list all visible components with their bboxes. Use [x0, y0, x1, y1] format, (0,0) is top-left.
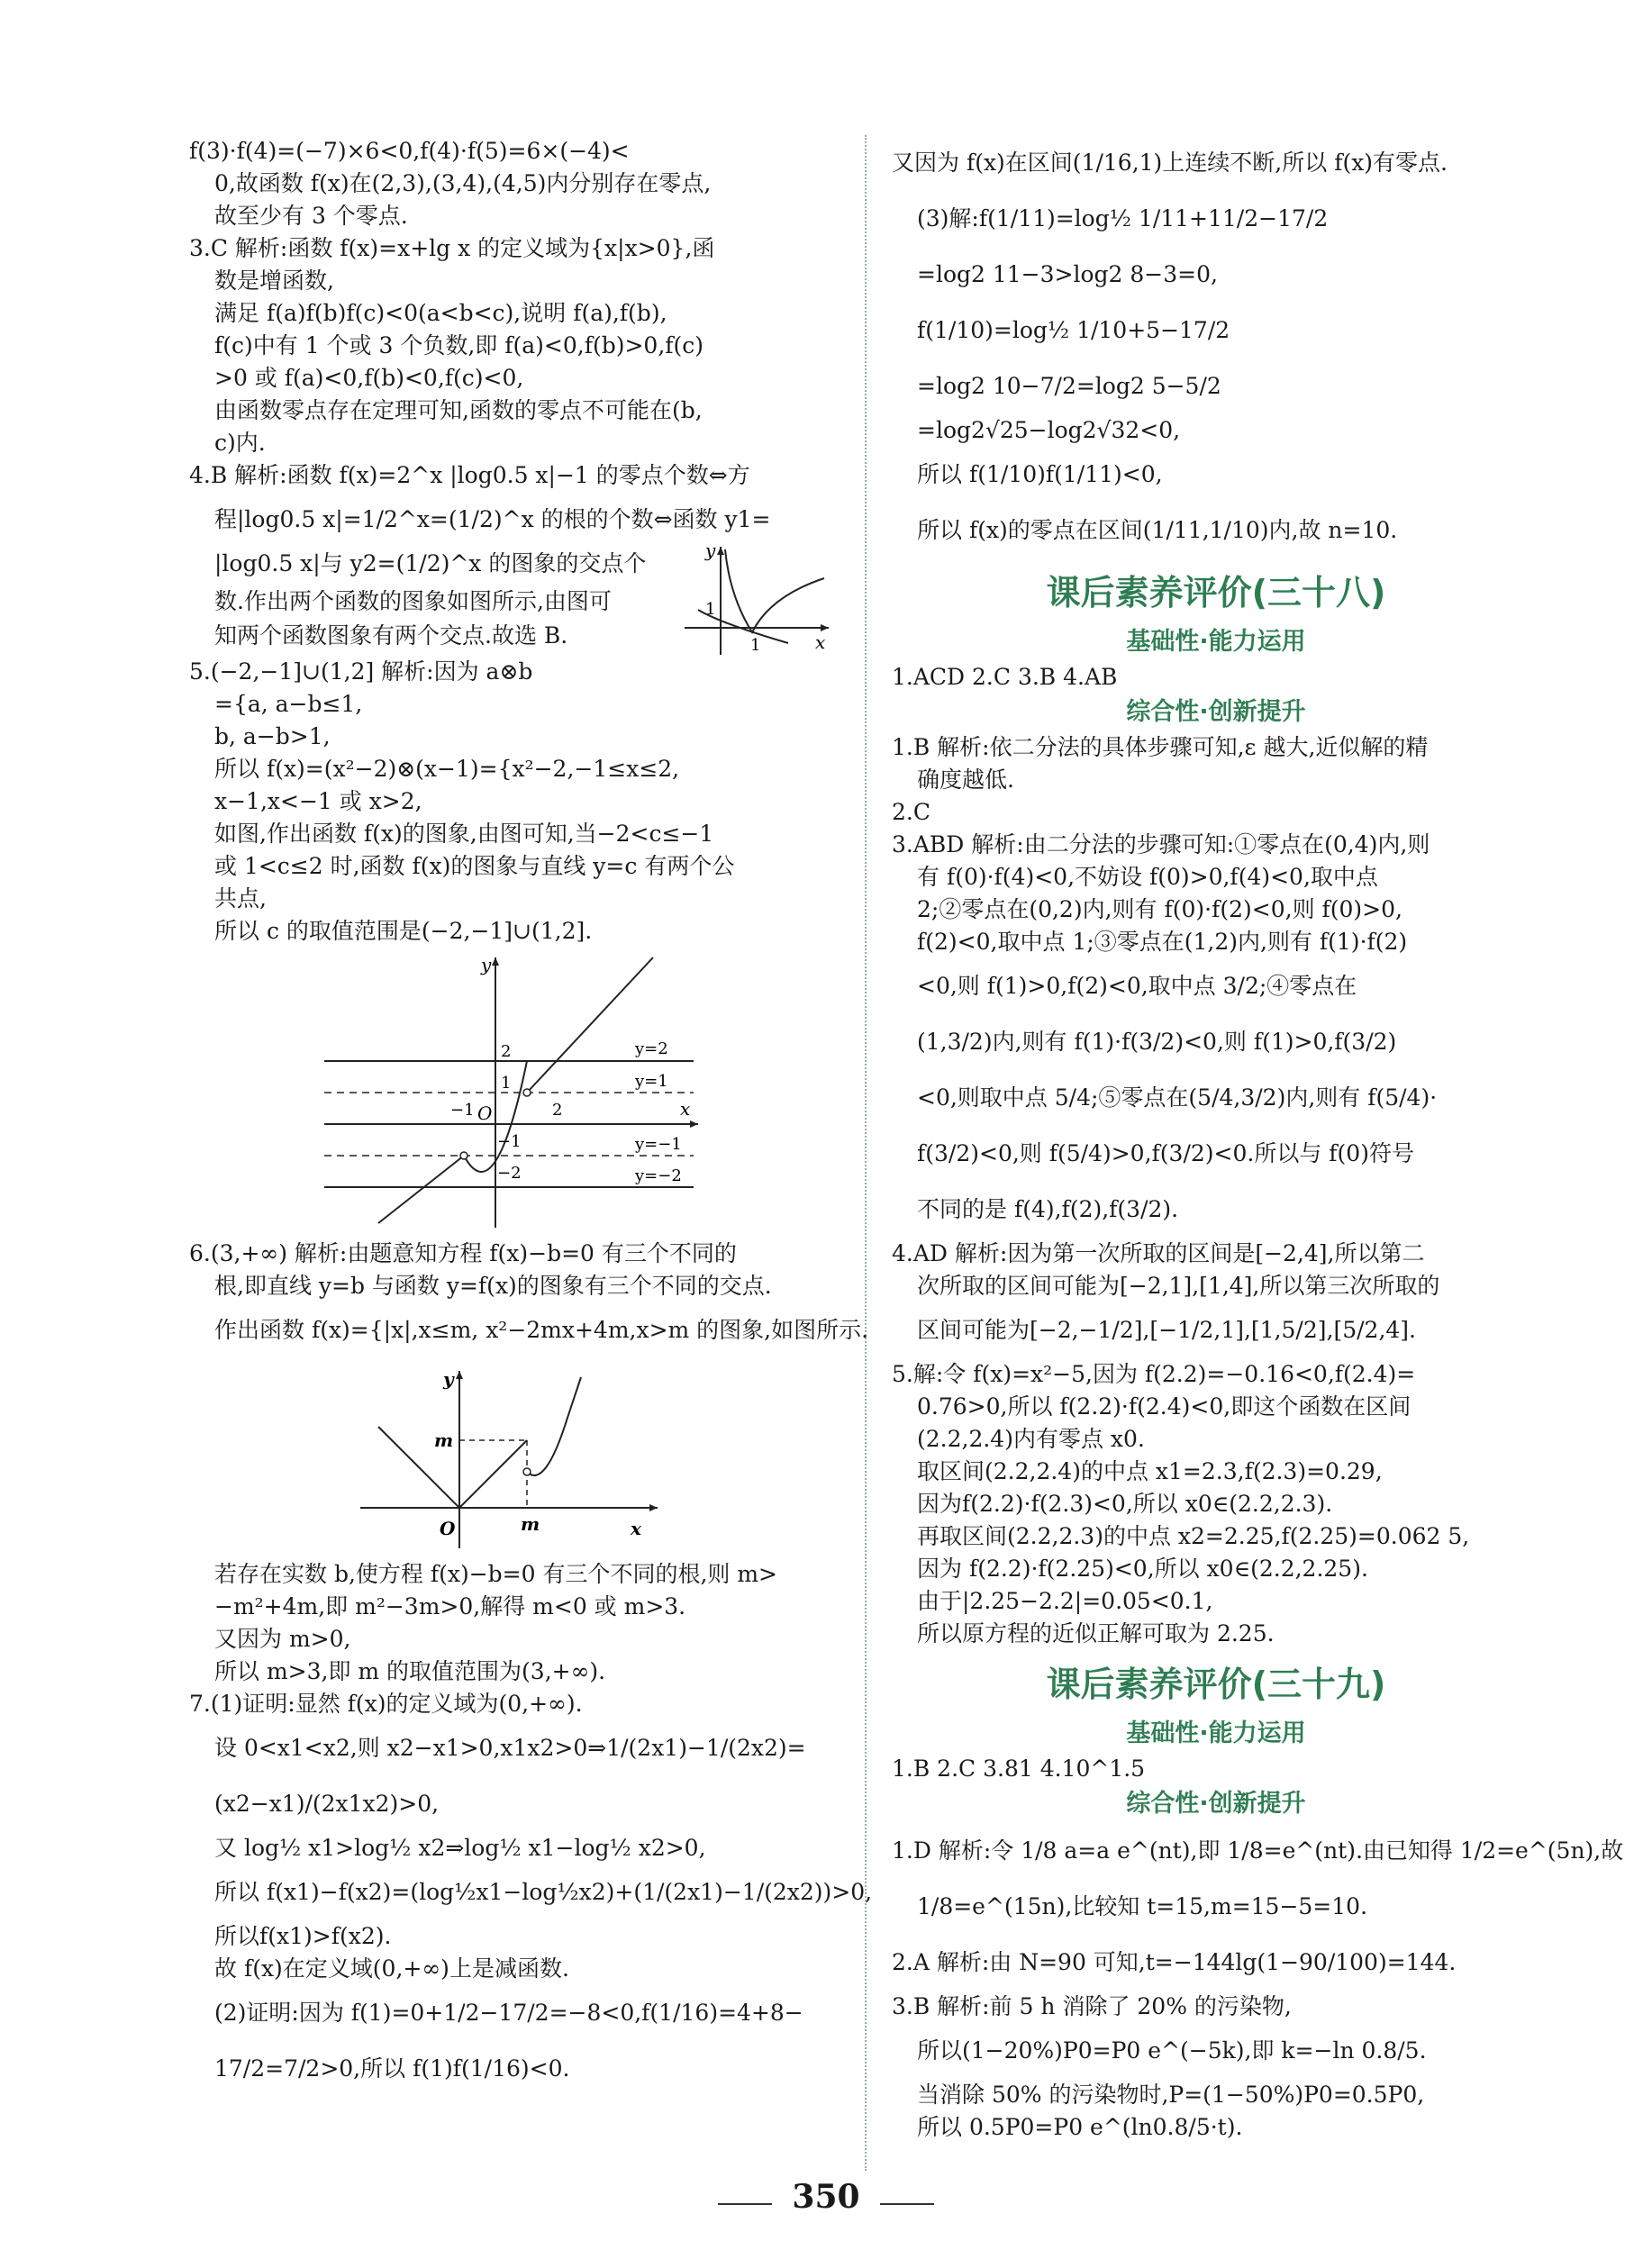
y-axis-label: y	[481, 954, 492, 975]
text-line: 当消除 50% 的污染物时,P=(1−50%)P0=0.5P0,	[917, 2082, 1425, 2108]
text-line: 数是增函数,	[214, 268, 334, 294]
answer-4-figure-block	[189, 542, 838, 656]
text-line: 共点,	[214, 885, 267, 912]
text-line: 如图,作出函数 f(x)的图象,由图可知,当−2<c≤−1	[214, 821, 714, 847]
right-column	[892, 135, 1624, 2144]
answer-5: 5.(−2,−1]∪(1,2] 解析:因为 a⊗b	[189, 658, 533, 685]
line-label: y=−2	[635, 1166, 682, 1185]
text-line: −m²+4m,即 m²−3m>0,解得 m<0 或 m>3.	[214, 1593, 686, 1619]
text-line: |log0.5 x|与 y2=(1/2)^x 的图象的交点个	[214, 550, 647, 576]
text-line: 区间可能为[−2,−1/2],[−1/2,1],[1,5/2],[5/2,4].	[917, 1317, 1417, 1343]
tick-label: m	[434, 1429, 454, 1451]
function-graph-4	[680, 542, 833, 659]
tick-label: m	[521, 1513, 540, 1535]
text-line: 作出函数 f(x)={|x|,x≤m, x²−2mx+4m,x>m 的图象,如图所示.	[214, 1317, 869, 1343]
tick-label: 2	[501, 1042, 512, 1061]
subsection-title: 综合性·创新提升	[1126, 698, 1306, 726]
text-line: 所以 m>3,即 m 的取值范围为(3,+∞).	[214, 1658, 606, 1684]
text-line: <0,则 f(1)>0,f(2)<0,取中点 3/2;④零点在	[917, 973, 1357, 999]
answer-7: 7.(1)证明:显然 f(x)的定义域为(0,+∞).	[189, 1691, 583, 1717]
text-line: 因为 f(2.2)·f(2.25)<0,所以 x0∈(2.2,2.25).	[917, 1556, 1368, 1582]
x-axis-label: x	[815, 631, 826, 653]
line-label: y=2	[635, 1039, 668, 1058]
origin-label: O	[477, 1102, 493, 1124]
text-line: 次所取的区间可能为[−2,1],[1,4],所以第三次所取的	[917, 1273, 1440, 1299]
text-line: c)内.	[214, 430, 266, 456]
answer-1: 1.B 解析:依二分法的具体步骤可知,ε 越大,近似解的精	[892, 734, 1429, 760]
text-line: 故至少有 3 个零点.	[214, 203, 408, 229]
text-line: 所以 0.5P0=P0 e^(ln0.8/5·t).	[917, 2114, 1243, 2140]
text-line: 有 f(0)·f(4)<0,不妨设 f(0)>0,f(4)<0,取中点	[917, 864, 1378, 890]
answer-key: 1.B 2.C 3.81 4.10^1.5	[892, 1755, 1146, 1782]
answer-4: 4.AD 解析:因为第一次所取的区间是[−2,4],所以第二	[892, 1240, 1425, 1266]
text-line: 所以 f(1/10)f(1/11)<0,	[917, 461, 1163, 487]
text-line: 所以 c 的取值范围是(−2,−1]∪(1,2].	[214, 918, 593, 944]
text-line: 再取区间(2.2,2.3)的中点 x2=2.25,f(2.25)=0.062 5,	[917, 1523, 1470, 1549]
text-line: 取区间(2.2,2.4)的中点 x1=2.3,f(2.3)=0.29,	[917, 1458, 1383, 1484]
text-line: 所以原方程的近似正解可取为 2.25.	[917, 1620, 1275, 1647]
y-axis-label: y	[443, 1368, 454, 1390]
answer-3: 3.B 解析:前 5 h 消除了 20% 的污染物,	[892, 1993, 1292, 2019]
footer-rule	[718, 2203, 772, 2205]
text-line: ={a, a−b≤1,	[214, 691, 363, 717]
section-title-39: 课后素养评价(三十九)	[1046, 1665, 1386, 1704]
text-line: 数.作出两个函数的图象如图所示,由图可	[214, 588, 612, 614]
text-line: =log2 11−3>log2 8−3=0,	[917, 261, 1218, 287]
text-line: 又因为 f(x)在区间(1/16,1)上连续不断,所以 f(x)有零点.	[892, 150, 1448, 176]
text-line: 或 1<c≤2 时,函数 f(x)的图象与直线 y=c 有两个公	[214, 853, 735, 879]
subsection-title: 基础性·能力运用	[1126, 1719, 1306, 1747]
text-line: (2)证明:因为 f(1)=0+1/2−17/2=−8<0,f(1/16)=4+8−	[214, 2000, 803, 2026]
answer-3: 3.ABD 解析:由二分法的步骤可知:①零点在(0,4)内,则	[892, 831, 1430, 857]
line-label: y=−1	[635, 1135, 682, 1154]
text-line: f(c)中有 1 个或 3 个负数,即 f(a)<0,f(b)>0,f(c)	[214, 332, 704, 358]
text-line: 又 log½ x1>log½ x2⇒log½ x1−log½ x2>0,	[214, 1835, 706, 1861]
text-line: f(1/10)=log½ 1/10+5−17/2	[917, 317, 1230, 343]
x-axis-label: x	[631, 1518, 641, 1539]
tick-label: 1	[705, 600, 716, 619]
line-label: y=1	[635, 1072, 668, 1091]
section-title-38: 课后素养评价(三十八)	[1046, 573, 1386, 612]
y-axis-label: y	[705, 542, 716, 561]
answer-3: 3.C 解析:函数 f(x)=x+lg x 的定义域为{x|x>0},函	[189, 235, 715, 261]
answer-key: 1.ACD 2.C 3.B 4.AB	[892, 664, 1118, 690]
answer-2: 2.A 解析:由 N=90 可知,t=−144lg(1−90/100)=144.	[892, 1949, 1457, 1975]
text-line: 不同的是 f(4),f(2),f(3/2).	[917, 1196, 1179, 1222]
answer-4: 4.B 解析:函数 f(x)=2^x |log0.5 x|−1 的零点个数⇔方	[189, 462, 750, 488]
text-line: 所以(1−20%)P0=P0 e^(−5k),即 k=−ln 0.8/5.	[917, 2037, 1427, 2064]
left-column	[189, 135, 873, 2097]
text-line: (1,3/2)内,则有 f(1)·f(3/2)<0,则 f(1)>0,f(3/2)	[917, 1029, 1397, 1055]
function-graph-6	[360, 1364, 667, 1553]
text-line: >0 或 f(a)<0,f(b)<0,f(c)<0,	[214, 365, 524, 391]
text-line: 确度越低.	[917, 767, 1014, 793]
text-line: 1/8=e^(15n),比较知 t=15,m=15−5=10.	[917, 1893, 1368, 1919]
text-line: 所以 f(x1)−f(x2)=(log½x1−log½x2)+(1/(2x1)−1/(2x2))>0,	[214, 1879, 873, 1905]
text-line: <0,则取中点 5/4;⑤零点在(5/4,3/2)内,则有 f(5/4)·	[917, 1084, 1438, 1111]
text-line: 设 0<x1<x2,则 x2−x1>0,x1x2>0⇒1/(2x1)−1/(2x2)=	[214, 1735, 806, 1761]
tick-label: 1	[750, 636, 761, 655]
text-line: 根,即直线 y=b 与函数 y=f(x)的图象有三个不同的交点.	[214, 1273, 772, 1299]
tick-label: 2	[552, 1101, 563, 1120]
page-number: 350	[792, 2178, 860, 2216]
x-axis-label: x	[680, 1098, 691, 1120]
answer-2: 2.C	[892, 799, 930, 825]
text-line: f(2)<0,取中点 1;③零点在(1,2)内,则有 f(1)·f(2)	[917, 929, 1408, 955]
tick-label: −1	[450, 1101, 475, 1120]
tick-label: −1	[497, 1132, 522, 1151]
text-line: (2.2,2.4)内有零点 x0.	[917, 1426, 1145, 1452]
text-line: 若存在实数 b,使方程 f(x)−b=0 有三个不同的根,则 m>	[214, 1561, 778, 1587]
text-line: 所以f(x1)>f(x2).	[214, 1923, 392, 1949]
text-line: 因为f(2.2)·f(2.3)<0,所以 x0∈(2.2,2.3).	[917, 1491, 1333, 1517]
text-line: b, a−b>1,	[214, 723, 331, 749]
footer-rule	[880, 2203, 934, 2205]
answer-6: 6.(3,+∞) 解析:由题意知方程 f(x)−b=0 有三个不同的	[189, 1240, 737, 1266]
text-line: (3)解:f(1/11)=log½ 1/11+11/2−17/2	[917, 205, 1329, 231]
subsection-title: 综合性·创新提升	[1126, 1790, 1306, 1818]
text-line: 知两个函数图象有两个交点.故选 B.	[214, 622, 568, 649]
subsection-title: 基础性·能力运用	[1126, 628, 1306, 656]
text-line: f(3/2)<0,则 f(5/4)>0,f(3/2)<0.所以与 f(0)符号	[917, 1140, 1414, 1166]
text-line: x−1,x<−1 或 x>2,	[214, 788, 422, 814]
text-line: 所以 f(x)=(x²−2)⊗(x−1)={x²−2,−1≤x≤2,	[214, 756, 680, 782]
answer-5: 5.解:令 f(x)=x²−5,因为 f(2.2)=−0.16<0,f(2.4)=	[892, 1361, 1416, 1387]
text-line: (x2−x1)/(2x1x2)>0,	[214, 1791, 440, 1817]
page-footer	[0, 2178, 1652, 2216]
text-line: 0.76>0,所以 f(2.2)·f(2.4)<0,即这个函数在区间	[917, 1393, 1411, 1420]
text-line: 故 f(x)在定义域(0,+∞)上是减函数.	[214, 1955, 569, 1982]
answer-1: 1.D 解析:令 1/8 a=a e^(nt),即 1/8=e^(nt).由已知得 1/2=e^(5n),故	[892, 1837, 1624, 1864]
text-line: 又因为 m>0,	[214, 1626, 351, 1652]
text-line: 由函数零点存在定理可知,函数的零点不可能在(b,	[214, 397, 703, 423]
text-line: 满足 f(a)f(b)f(c)<0(a<b<c),说明 f(a),f(b),	[214, 300, 667, 326]
text-line: =log2√25−log2√32<0,	[917, 417, 1181, 443]
origin-label: O	[440, 1518, 456, 1539]
function-graph-5	[324, 953, 703, 1232]
text-line: 0,故函数 f(x)在(2,3),(3,4),(4,5)内分别存在零点,	[214, 170, 712, 196]
text-line: 2;②零点在(0,2)内,则有 f(0)·f(2)<0,则 f(0)>0,	[917, 896, 1402, 922]
tick-label: −2	[497, 1164, 522, 1183]
text-line: 由于|2.25−2.2|=0.05<0.1,	[917, 1588, 1213, 1614]
text-line: 程|log0.5 x|=1/2^x=(1/2)^x 的根的个数⇔函数 y1=	[214, 506, 771, 532]
text-line: 17/2=7/2>0,所以 f(1)f(1/16)<0.	[214, 2055, 570, 2082]
text-line: f(3)·f(4)=(−7)×6<0,f(4)·f(5)=6×(−4)<	[189, 138, 630, 164]
text-line: =log2 10−7/2=log2 5−5/2	[917, 373, 1221, 399]
text-line: 所以 f(x)的零点在区间(1/11,1/10)内,故 n=10.	[917, 517, 1398, 543]
tick-label: 1	[501, 1074, 512, 1093]
column-divider	[865, 135, 867, 2171]
